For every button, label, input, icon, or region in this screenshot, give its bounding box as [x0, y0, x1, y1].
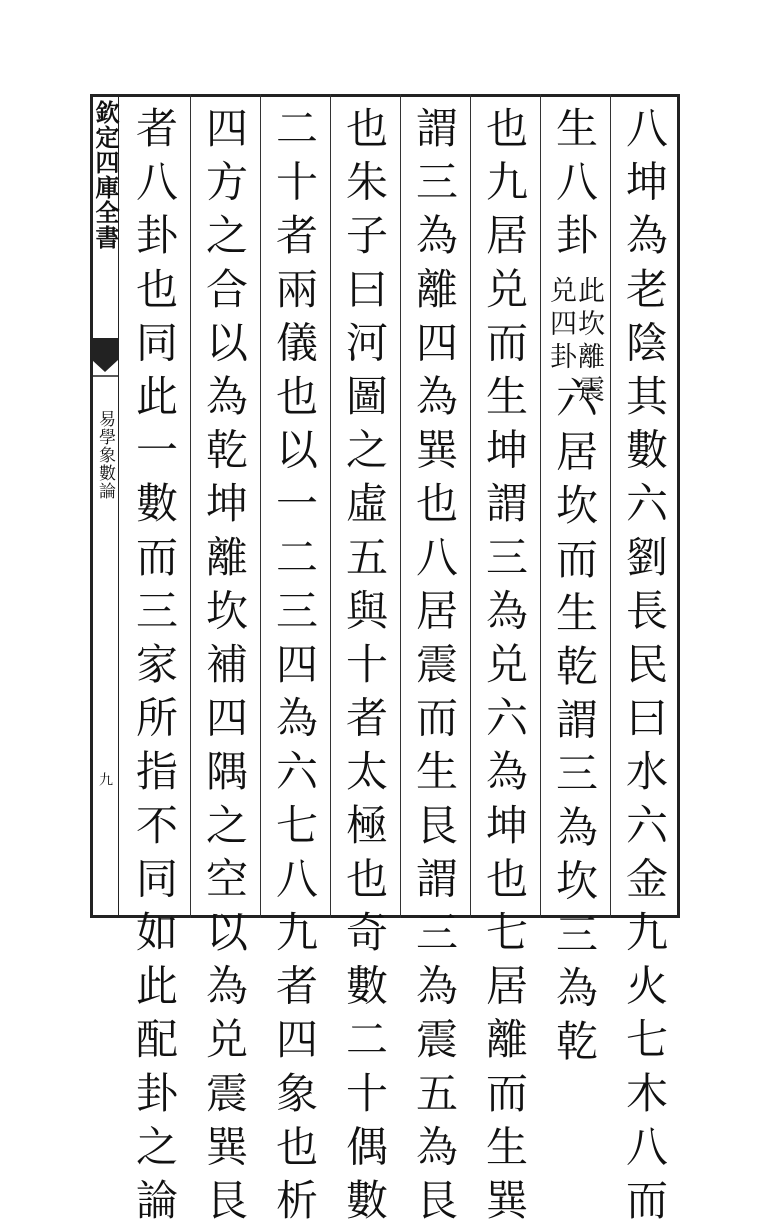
book-title: 易學象數論: [95, 410, 115, 500]
library-title: 欽定四庫全書: [91, 100, 120, 250]
text-column-4: 謂三為離四為巽也八居震而生艮謂三為震五為艮: [410, 106, 459, 1232]
frame-border-top: [90, 94, 680, 97]
text-column-8: 者八卦也同此一數而三家所指不同如此配卦之論: [130, 106, 179, 1232]
text-column-3: 也九居兑而生坤謂三為兑六為坤也七居離而生巽: [480, 106, 529, 1232]
column-rule: [190, 94, 191, 918]
column-rule: [400, 94, 401, 918]
column-rule: [540, 94, 541, 918]
column-rule: [610, 94, 611, 918]
page-number: 九: [97, 772, 113, 787]
text-column-1: 八坤為老陰其數六劉長民曰水六金九火七木八而: [620, 106, 669, 1232]
column-rule: [470, 94, 471, 918]
text-column-6: 二十者兩儀也以一二三四為六七八九者四象也析: [270, 106, 319, 1232]
fishtail-mark-icon: [92, 338, 118, 378]
interlinear-note-left: 兑四卦: [545, 276, 576, 375]
column-rule: [330, 94, 331, 918]
column-2-tail-text: 六居坎而生乾謂三為坎三為乾: [550, 376, 599, 1073]
frame-border-right: [677, 94, 680, 918]
column-2-lead-text: 生八卦: [550, 106, 599, 267]
text-column-5: 也朱子曰河圖之虛五與十者太極也奇數二十偶數: [340, 106, 389, 1232]
column-rule: [260, 94, 261, 918]
interlinear-note-right: 此坎離震: [573, 276, 604, 408]
text-column-7: 四方之合以為乾坤離坎補四隅之空以為兑震巽艮: [200, 106, 249, 1232]
